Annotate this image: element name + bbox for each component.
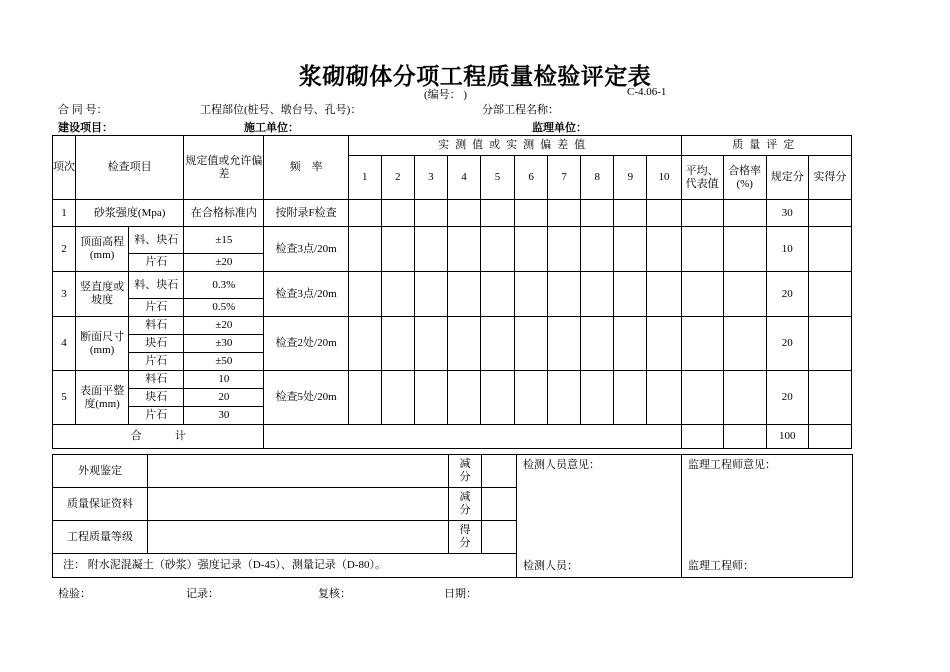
frequency: 检查3点/20m — [264, 272, 348, 317]
measured-cell[interactable] — [581, 200, 614, 227]
row-number: 2 — [53, 227, 76, 272]
measured-cell[interactable] — [515, 371, 548, 425]
header-rated-score: 规定分 — [766, 156, 808, 200]
rated-score: 20 — [766, 272, 808, 317]
frequency: 检查3点/20m — [264, 227, 348, 272]
spec-value: ±20 — [184, 317, 264, 335]
header-check-item: 检查项目 — [76, 136, 184, 200]
pass-rate-cell[interactable] — [723, 200, 766, 227]
check-label: 检验： — [58, 588, 91, 600]
measured-cell[interactable] — [348, 200, 381, 227]
measured-cell[interactable] — [581, 371, 614, 425]
average-cell[interactable] — [681, 272, 723, 317]
sub-item: 片石 — [129, 353, 184, 371]
measured-cell[interactable] — [515, 272, 548, 317]
measured-cell[interactable] — [381, 317, 414, 371]
measured-cell[interactable] — [447, 272, 480, 317]
sub-item: 片石 — [129, 254, 184, 272]
review-label: 复核： — [318, 588, 351, 600]
rated-score: 20 — [766, 371, 808, 425]
measured-cell[interactable] — [614, 227, 647, 272]
page-title: 浆砌砌体分项工程质量检验评定表 — [298, 64, 652, 90]
measured-cell[interactable] — [480, 371, 514, 425]
measured-cell[interactable] — [480, 317, 514, 371]
measured-cell[interactable] — [447, 371, 480, 425]
measured-cell[interactable] — [581, 227, 614, 272]
appearance-label: 外观鉴定 — [53, 455, 148, 488]
appearance-deduct-value[interactable] — [482, 455, 517, 488]
measured-cell[interactable] — [548, 200, 581, 227]
point-header: 5 — [480, 156, 514, 200]
measured-cell[interactable] — [348, 227, 381, 272]
spec-value: 30 — [184, 407, 264, 425]
actual-score-cell[interactable] — [808, 227, 851, 272]
total-measured-cell[interactable] — [264, 425, 681, 449]
check-item: 竖直度或坡度 — [76, 272, 129, 317]
check-item: 砂浆强度(Mpa) — [76, 200, 184, 227]
measured-cell[interactable] — [447, 227, 480, 272]
spec-value: 0.3% — [184, 272, 264, 299]
project-label: 建设项目： — [58, 121, 113, 134]
rated-score: 30 — [766, 200, 808, 227]
measured-cell[interactable] — [348, 272, 381, 317]
point-header: 2 — [381, 156, 414, 200]
date-label: 日期： — [444, 588, 477, 600]
point-header: 6 — [515, 156, 548, 200]
row-number: 5 — [53, 371, 76, 425]
measured-cell[interactable] — [515, 317, 548, 371]
sub-item: 块石 — [129, 335, 184, 353]
point-header: 4 — [447, 156, 480, 200]
inspector-opinion-box[interactable] — [517, 455, 682, 578]
header-spec: 规定值或允许偏差 — [184, 136, 264, 200]
header-pass-rate: 合格率(%) — [723, 156, 766, 200]
measured-cell[interactable] — [348, 371, 381, 425]
total-label: 合 计 — [53, 425, 264, 449]
note: 注： 附水泥混凝土（砂浆）强度记录（D-45）、测量记录（D-80）。 — [53, 554, 517, 578]
measured-cell[interactable] — [581, 317, 614, 371]
form-code: C-4.06-1 — [627, 86, 667, 98]
point-header: 7 — [548, 156, 581, 200]
spec-value: 在合格标准内 — [184, 200, 264, 227]
inspector-label: 检测人员： — [523, 560, 578, 572]
engineer-opinion-box[interactable] — [682, 455, 853, 578]
header-average: 平均、代表值 — [681, 156, 723, 200]
header-quality: 质量评定 — [681, 136, 851, 156]
pass-rate-cell[interactable] — [723, 272, 766, 317]
check-item: 顶面高程(mm) — [76, 227, 129, 272]
total-pass-rate-cell[interactable] — [723, 425, 766, 449]
actual-score-cell[interactable] — [808, 371, 851, 425]
pass-rate-cell[interactable] — [723, 371, 766, 425]
inspection-table — [52, 135, 852, 449]
pass-rate-cell[interactable] — [723, 227, 766, 272]
table-row — [53, 317, 852, 335]
sub-item: 片石 — [129, 407, 184, 425]
total-actual-score-cell[interactable] — [808, 425, 851, 449]
measured-cell[interactable] — [480, 227, 514, 272]
measured-cell[interactable] — [480, 200, 514, 227]
engineer-opinion-label: 监理工程师意见： — [688, 459, 776, 471]
measured-cell[interactable] — [647, 227, 681, 272]
qa-docs-label: 质量保证资料 — [53, 488, 148, 521]
average-cell[interactable] — [681, 317, 723, 371]
measured-cell[interactable] — [515, 227, 548, 272]
contract-no-label: 合 同 号： — [58, 104, 108, 116]
measured-cell[interactable] — [414, 200, 447, 227]
location-label: 工程部位(桩号、墩台号、孔号)： — [200, 104, 362, 116]
inspector-opinion-label: 检测人员意见： — [523, 459, 600, 471]
row-number: 4 — [53, 317, 76, 371]
table-row — [53, 371, 852, 389]
constructor-label: 施工单位： — [244, 121, 299, 134]
total-average-cell[interactable] — [681, 425, 723, 449]
pass-rate-cell[interactable] — [723, 317, 766, 371]
total-row — [53, 425, 852, 449]
check-item: 断面尺寸(mm) — [76, 317, 129, 371]
table-row — [53, 272, 852, 299]
point-header: 3 — [414, 156, 447, 200]
spec-value: ±20 — [184, 254, 264, 272]
spec-value: 20 — [184, 389, 264, 407]
spec-value: ±50 — [184, 353, 264, 371]
evaluation-table — [52, 454, 853, 578]
sub-project-label: 分部工程名称： — [482, 104, 559, 116]
measured-cell[interactable] — [381, 371, 414, 425]
measured-cell[interactable] — [447, 200, 480, 227]
point-header: 10 — [647, 156, 681, 200]
qa-docs-value[interactable] — [148, 488, 449, 521]
measured-cell[interactable] — [614, 371, 647, 425]
spec-value: ±15 — [184, 227, 264, 254]
point-header: 8 — [581, 156, 614, 200]
measured-cell[interactable] — [647, 200, 681, 227]
point-header: 1 — [348, 156, 381, 200]
measured-cell[interactable] — [414, 371, 447, 425]
sub-item: 料、块石 — [129, 272, 184, 299]
spec-value: 10 — [184, 371, 264, 389]
qa-deduct-value[interactable] — [482, 488, 517, 521]
deduct-label: 减分 — [449, 488, 482, 521]
measured-cell[interactable] — [414, 227, 447, 272]
header-item-no: 项次 — [53, 136, 76, 200]
actual-score-cell[interactable] — [808, 317, 851, 371]
frequency: 检查2处/20m — [264, 317, 348, 371]
measured-cell[interactable] — [515, 200, 548, 227]
engineer-label: 监理工程师： — [688, 560, 754, 572]
measured-cell[interactable] — [647, 371, 681, 425]
spec-value: ±30 — [184, 335, 264, 353]
measured-cell[interactable] — [381, 200, 414, 227]
rated-score: 10 — [766, 227, 808, 272]
measured-cell[interactable] — [647, 317, 681, 371]
row-number: 1 — [53, 200, 76, 227]
gain-value[interactable] — [482, 521, 517, 554]
appearance-value[interactable] — [148, 455, 449, 488]
actual-score-cell[interactable] — [808, 200, 851, 227]
sub-item: 块石 — [129, 389, 184, 407]
rated-score: 20 — [766, 317, 808, 371]
measured-cell[interactable] — [348, 317, 381, 371]
measured-cell[interactable] — [447, 317, 480, 371]
actual-score-cell[interactable] — [808, 272, 851, 317]
total-score: 100 — [766, 425, 808, 449]
measured-cell[interactable] — [614, 200, 647, 227]
point-header: 9 — [614, 156, 647, 200]
measured-cell[interactable] — [548, 371, 581, 425]
table-row — [53, 200, 852, 227]
header-frequency: 频 率 — [264, 136, 348, 200]
measured-cell[interactable] — [414, 317, 447, 371]
header-actual-score: 实得分 — [808, 156, 851, 200]
average-cell[interactable] — [681, 227, 723, 272]
measured-cell[interactable] — [381, 227, 414, 272]
check-item: 表面平整度(mm) — [76, 371, 129, 425]
measured-cell[interactable] — [614, 272, 647, 317]
measured-cell[interactable] — [581, 272, 614, 317]
record-label: 记录： — [186, 588, 219, 600]
sub-item: 料石 — [129, 317, 184, 335]
sub-item: 片石 — [129, 299, 184, 317]
header-measured: 实测值或实测偏差值 — [348, 136, 681, 156]
measured-cell[interactable] — [381, 272, 414, 317]
spec-value: 0.5% — [184, 299, 264, 317]
measured-cell[interactable] — [614, 317, 647, 371]
measured-cell[interactable] — [548, 227, 581, 272]
measured-cell[interactable] — [647, 272, 681, 317]
frequency: 检查5处/20m — [264, 371, 348, 425]
supervisor-label: 监理单位： — [532, 121, 587, 134]
average-cell[interactable] — [681, 371, 723, 425]
gain-label: 得分 — [449, 521, 482, 554]
frequency: 按附录F检查 — [264, 200, 348, 227]
grade-label: 工程质量等级 — [53, 521, 148, 554]
serial-number-label: (编号： ) — [424, 89, 468, 101]
measured-cell[interactable] — [548, 272, 581, 317]
measured-cell[interactable] — [480, 272, 514, 317]
grade-value[interactable] — [148, 521, 449, 554]
table-row — [53, 227, 852, 254]
sub-item: 料石 — [129, 371, 184, 389]
average-cell[interactable] — [681, 200, 723, 227]
deduct-label: 减分 — [449, 455, 482, 488]
measured-cell[interactable] — [548, 317, 581, 371]
sub-item: 料、块石 — [129, 227, 184, 254]
row-number: 3 — [53, 272, 76, 317]
measured-cell[interactable] — [414, 272, 447, 317]
